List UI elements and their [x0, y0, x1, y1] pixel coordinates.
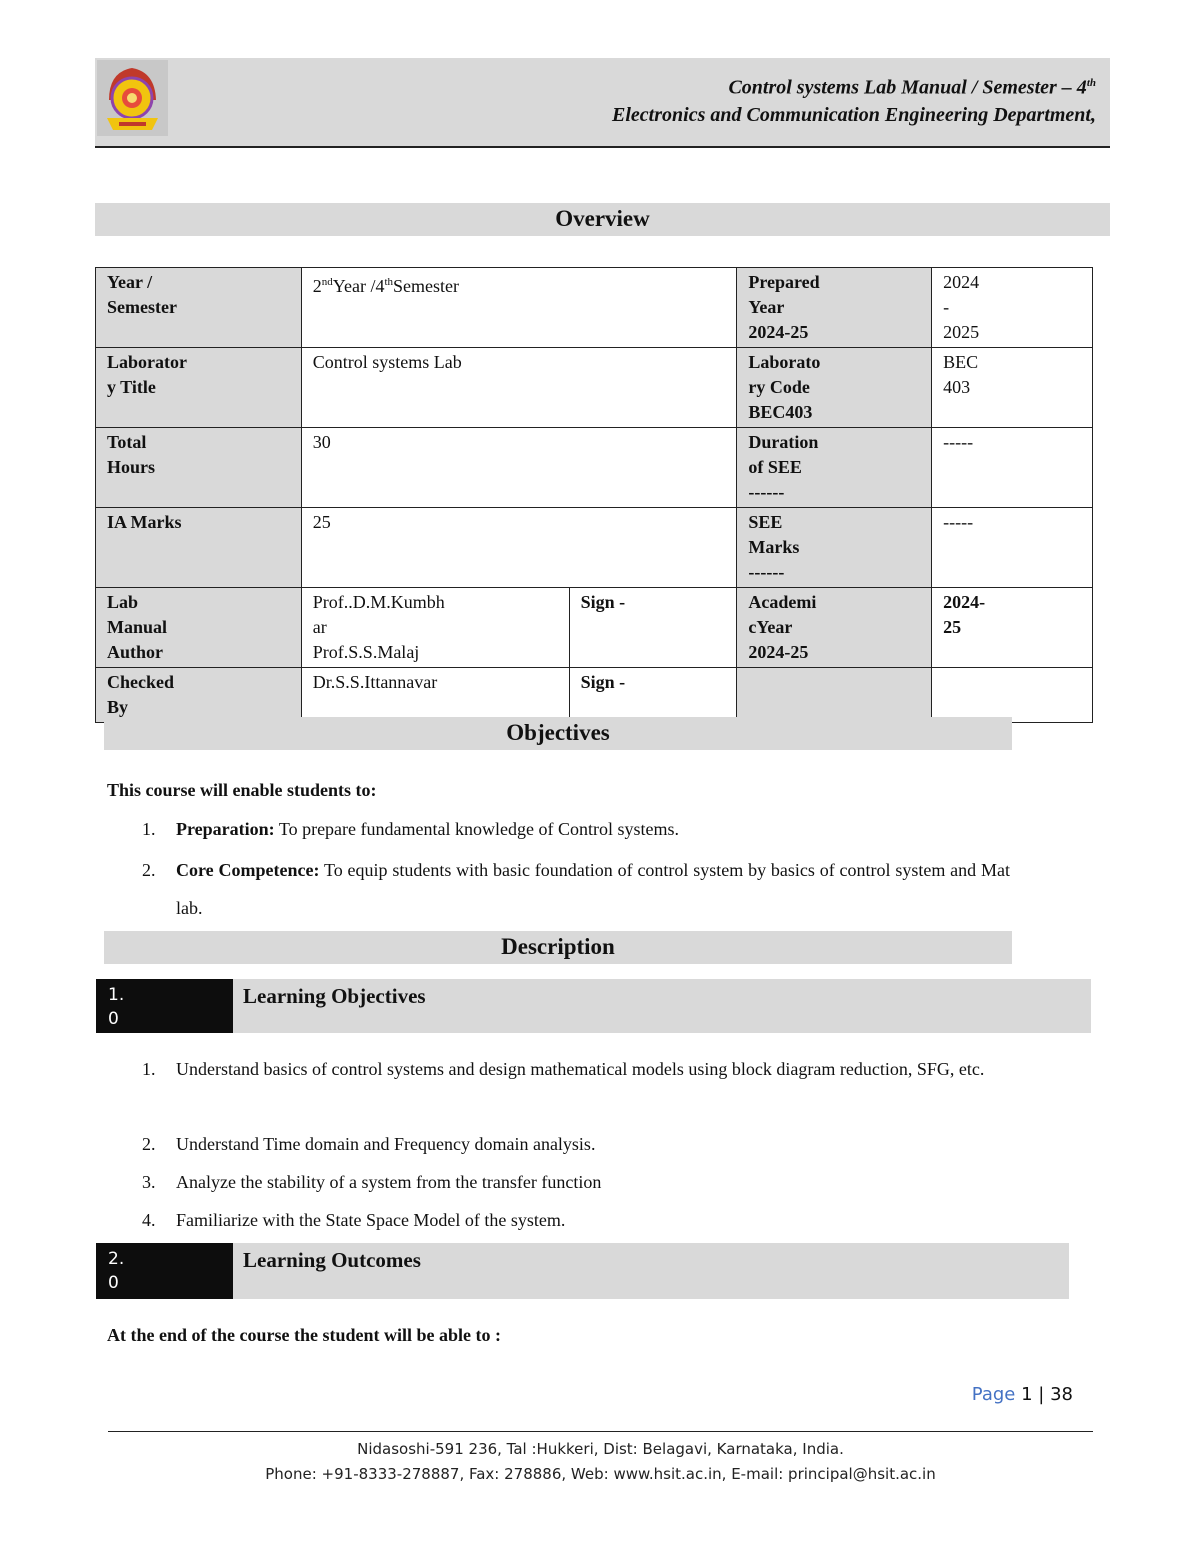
value-lab-manual-author: Prof..D.M.Kumbh ar Prof.S.S.Malaj [301, 588, 569, 668]
section-number: 2. 0 [96, 1243, 233, 1299]
overview-table [95, 267, 1093, 723]
section-title: Learning Outcomes [243, 1248, 421, 1272]
objective-number: 1. [142, 819, 156, 839]
section-title: Learning Objectives [243, 984, 426, 1008]
table-row [96, 588, 1093, 668]
sem-sup: th [384, 276, 394, 288]
list-item: Analyze the stability of a system from the transfer function [176, 1172, 602, 1192]
outcomes-intro: At the end of the course the student will be able to : [107, 1325, 501, 1345]
header-line2: Electronics and Communication Engineering Department, [612, 103, 1096, 126]
objective-term: Core Competence: [176, 860, 320, 880]
year-num: 2 [312, 276, 322, 296]
sem-text: Semester [393, 276, 460, 296]
label-lab-title: Laborator y Title [96, 348, 302, 428]
table-row [96, 668, 1093, 723]
label-prepared-year: Prepared Year 2024-25 [737, 268, 932, 348]
value-duration-see: ----- [932, 428, 1093, 508]
table-row [96, 508, 1093, 588]
list-item: Familiarize with the State Space Model of the system. [176, 1210, 566, 1230]
label-year-semester: Year / Semester [96, 268, 302, 348]
label-see-marks: SEE Marks ------ [737, 508, 932, 588]
label-ia-marks: IA Marks [96, 508, 302, 588]
value-lab-code: BEC 403 [932, 348, 1093, 428]
value-prepared-year: 2024 - 2025 [932, 268, 1093, 348]
list-number: 2. [142, 1134, 156, 1154]
description-banner [104, 931, 1012, 964]
list-number: 4. [142, 1210, 156, 1230]
author-sign: Sign - [569, 588, 737, 668]
table-row [96, 348, 1093, 428]
objective-term: Preparation: [176, 819, 275, 839]
label-academic-year: Academi cYear 2024-25 [737, 588, 932, 668]
objectives-intro: This course will enable students to: [107, 780, 377, 800]
list-item: Understand basics of control systems and design mathematical models using block diagram reduction, SFG, etc. [176, 1059, 985, 1079]
institute-logo [97, 60, 168, 136]
page-number [972, 1384, 1073, 1405]
header-rule [95, 146, 1110, 148]
page-total: 38 [1050, 1384, 1073, 1405]
value-academic-year: 2024- 25 [932, 588, 1093, 668]
page-footer [108, 1437, 1093, 1487]
description-title: Description [501, 934, 615, 959]
objective-item [176, 851, 1010, 927]
value-checked-by: Dr.S.S.Ittannavar [301, 668, 569, 723]
footer-contact: Phone: +91-8333-278887, Fax: 278886, Web: www.hsit.ac.in, E-mail: principal@hsit.ac.in [265, 1465, 936, 1483]
checker-sign: Sign - [569, 668, 737, 723]
overview-banner [95, 203, 1110, 236]
value-lab-title: Control systems Lab [301, 348, 737, 428]
table-row [96, 268, 1093, 348]
empty-label-cell [737, 668, 932, 723]
list-item: Understand Time domain and Frequency domain analysis. [176, 1134, 596, 1154]
page-current: 1 [1021, 1384, 1033, 1405]
section-number: 1. 0 [96, 979, 233, 1033]
objective-text: To prepare fundamental knowledge of Control systems. [274, 819, 679, 839]
list-number: 1. [142, 1059, 156, 1079]
header-title [612, 70, 1096, 129]
label-duration-see: Duration of SEE ------ [737, 428, 932, 508]
empty-value-cell [932, 668, 1093, 723]
value-year-semester [301, 268, 737, 348]
label-lab-manual-author: Lab Manual Author [96, 588, 302, 668]
objective-item [176, 810, 1010, 848]
value-ia-marks: 25 [301, 508, 737, 588]
label-lab-code: Laborato ry Code BEC403 [737, 348, 932, 428]
label-checked-by: Checked By [96, 668, 302, 723]
objective-text: To equip students with basic foundation of control system by basics of control system and Mat lab. [176, 860, 1010, 918]
section-bar [233, 1243, 1069, 1299]
footer-rule [108, 1431, 1093, 1432]
page-word: Page [971, 1384, 1016, 1405]
year-sup: nd [321, 276, 333, 288]
year-mid: Year /4 [332, 276, 385, 296]
value-see-marks: ----- [932, 508, 1093, 588]
table-row [96, 428, 1093, 508]
footer-address: Nidasoshi-591 236, Tal :Hukkeri, Dist: Belagavi, Karnataka, India. [357, 1440, 844, 1458]
section-bar [233, 979, 1091, 1033]
overview-title: Overview [555, 206, 650, 231]
objectives-title: Objectives [506, 720, 610, 745]
header-line1: Control systems Lab Manual / Semester – 4 [728, 76, 1087, 99]
page-separator: | [1038, 1384, 1045, 1405]
list-number: 3. [142, 1172, 156, 1192]
objective-number: 2. [142, 860, 156, 880]
objectives-banner [104, 717, 1012, 750]
value-total-hours: 30 [301, 428, 737, 508]
header-line1-sup: th [1086, 77, 1096, 89]
label-total-hours: Total Hours [96, 428, 302, 508]
